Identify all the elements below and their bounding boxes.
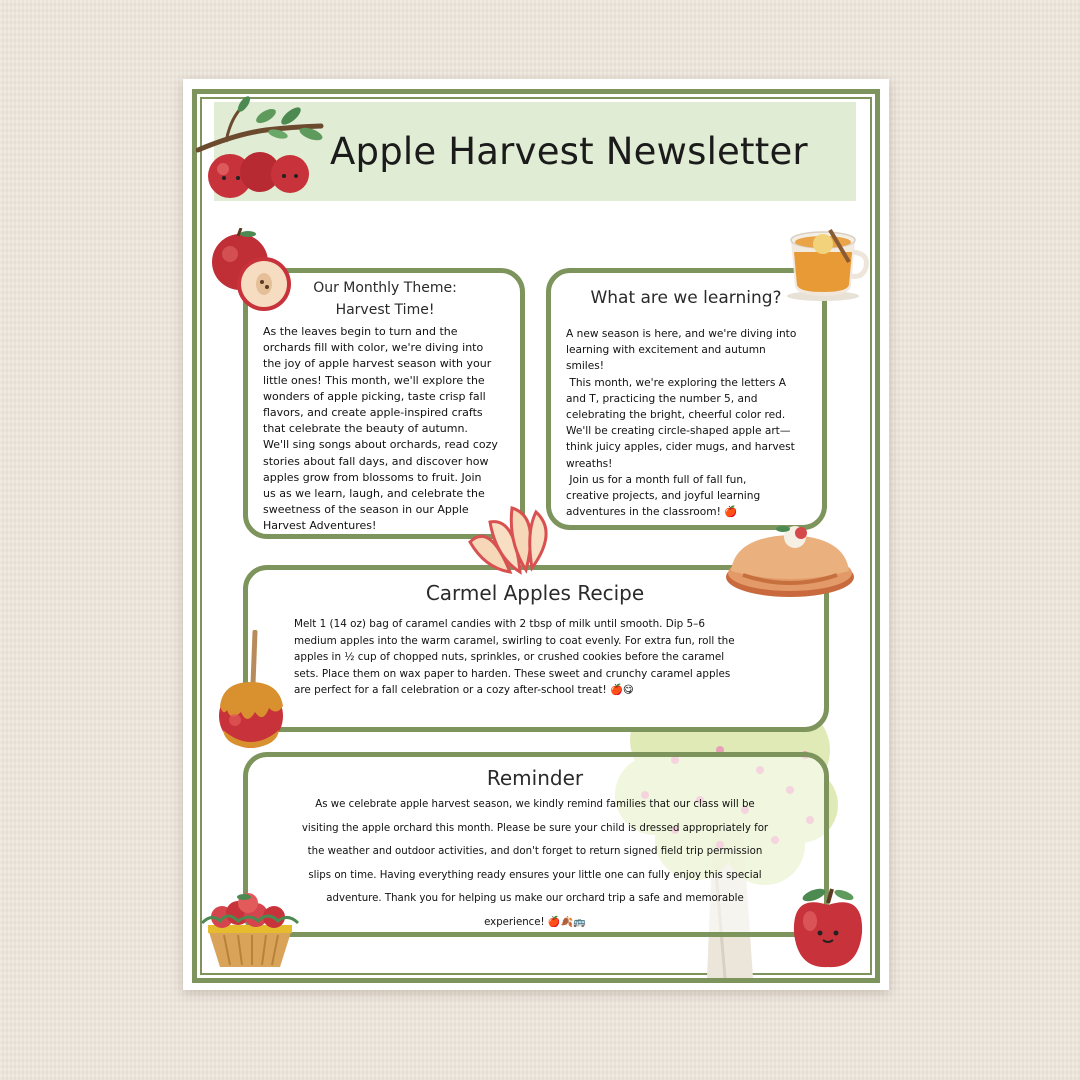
text-line: the weather and outdoor activities, and don't forget to return signed field trip permission bbox=[307, 846, 763, 857]
text-line: visiting the apple orchard this month. Please be sure your child is dressed appropriately for bbox=[301, 822, 769, 834]
text-line: We'll be creating circle-shaped apple art— bbox=[566, 425, 791, 438]
text-line: think juicy apples, cider mugs, and harvest bbox=[566, 441, 795, 454]
text-line: are perfect for a fall celebration or a cozy after-school treat! 🍎😋 bbox=[294, 684, 634, 697]
text-line: As the leaves begin to turn and the bbox=[263, 325, 458, 338]
apple-slices-icon bbox=[460, 502, 560, 578]
text-line: that celebrate the beauty of autumn. bbox=[263, 422, 468, 436]
apple-branch-icon bbox=[196, 94, 328, 200]
reminder-heading: Reminder bbox=[486, 766, 584, 790]
text-line: learning with excitement and autumn bbox=[566, 344, 766, 357]
text-line: smiles! bbox=[566, 360, 605, 373]
caramel-apple-icon bbox=[217, 630, 289, 752]
text-line: flavors, and create apple-inspired crafts bbox=[263, 406, 483, 420]
text-line: sweetness of the season in our Apple bbox=[263, 503, 469, 517]
text-line: stories about fall days, and discover how bbox=[263, 454, 489, 468]
text-line: We'll sing songs about orchards, read cozy bbox=[263, 438, 498, 452]
theme-heading-line1: Our Monthly Theme: bbox=[313, 280, 457, 296]
text-line: experience! 🍎🍂🚌 bbox=[484, 916, 586, 928]
text-line: A new season is here, and we're diving into bbox=[566, 328, 797, 340]
learning-body bbox=[566, 326, 796, 520]
recipe-body bbox=[294, 616, 735, 699]
reminder-body bbox=[262, 793, 808, 934]
learning-heading: What are we learning? bbox=[590, 288, 782, 308]
tea-mug-icon bbox=[785, 222, 873, 302]
recipe-heading: Carmel Apples Recipe bbox=[425, 581, 645, 605]
text-line: us as we learn, laugh, and celebrate the bbox=[263, 487, 485, 501]
apple-half-icon bbox=[208, 228, 296, 314]
text-line: little ones! This month, we'll explore the bbox=[263, 373, 485, 387]
text-line: As we celebrate apple harvest season, we kindly remind families that our class will be bbox=[315, 799, 755, 810]
theme-heading-line2: Harvest Time! bbox=[335, 302, 435, 318]
apple-pie-icon bbox=[723, 515, 857, 601]
text-line: orchards fill with color, we're diving into bbox=[263, 341, 484, 355]
text-line: apples in ½ cup of chopped nuts, sprinkles, or crushed cookies before the caramel bbox=[294, 651, 725, 664]
text-line: sets. Place them on wax paper to harden. These sweet and crunchy caramel apples bbox=[294, 667, 731, 680]
text-line: the joy of apple harvest season with your bbox=[263, 357, 492, 371]
text-line: wreaths! bbox=[566, 457, 613, 470]
text-line: apples grow from blossoms to fruit. Join bbox=[263, 470, 482, 484]
text-line: and T, practicing the number 5, and bbox=[566, 392, 758, 405]
text-line: Join us for a month full of fall fun, bbox=[566, 473, 747, 486]
newsletter-title: Apple Harvest Newsletter bbox=[330, 130, 808, 173]
text-line: celebrating the bright, cheerful color red. bbox=[566, 409, 786, 422]
smiling-apple-icon bbox=[790, 885, 866, 971]
text-line: slips on time. Having everything ready ensures your little one can fully enjoy this special bbox=[308, 869, 762, 881]
text-line: adventures in the classroom! 🍎 bbox=[566, 506, 738, 519]
text-line: medium apples into the warm caramel, swirling to coat evenly. For extra fun, roll the bbox=[294, 634, 735, 647]
text-line: creative projects, and joyful learning bbox=[566, 490, 761, 503]
apple-basket-icon bbox=[198, 893, 303, 973]
text-line: This month, we're exploring the letters A bbox=[566, 376, 786, 389]
text-line: Melt 1 (14 oz) bag of caramel candies with 2 tbsp of milk until smooth. Dip 5–6 bbox=[294, 618, 705, 630]
text-line: Harvest Adventures! bbox=[263, 519, 377, 533]
text-line: adventure. Thank you for helping us make our orchard trip a safe and memorable bbox=[326, 893, 744, 904]
text-line: wonders of apple picking, taste crisp fall bbox=[263, 389, 486, 403]
